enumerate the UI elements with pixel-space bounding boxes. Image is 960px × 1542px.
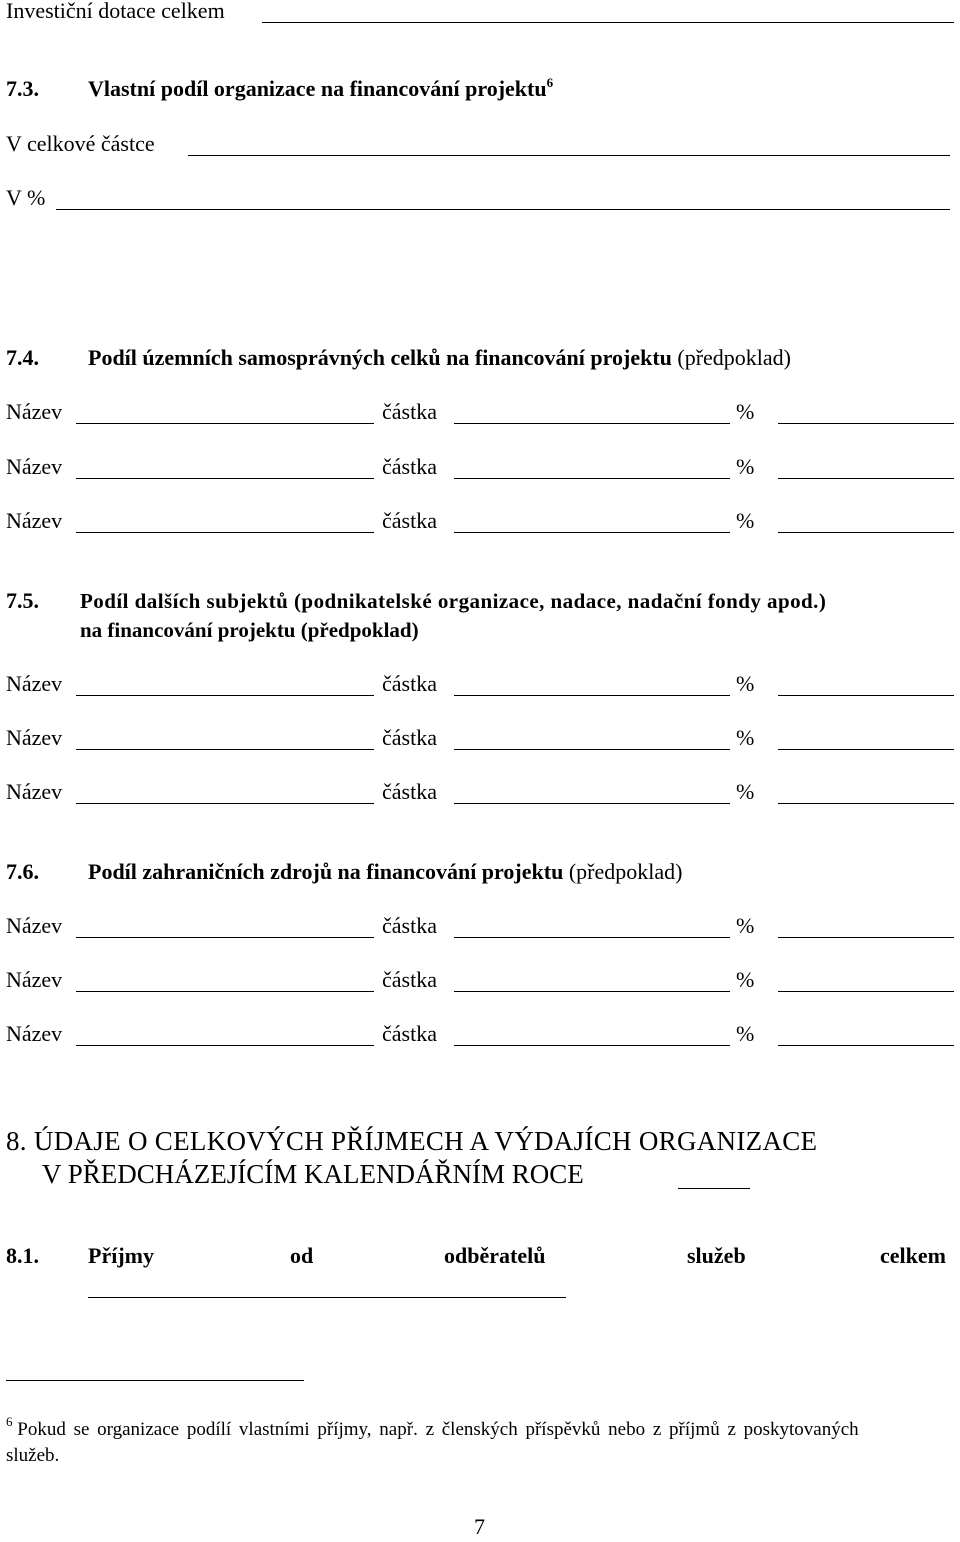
- section-8-title-line-1: 8. ÚDAJE O CELKOVÝCH PŘÍJMECH A VÝDAJÍCH ORGANIZACE: [6, 1126, 818, 1156]
- amount-label: částka: [382, 1021, 437, 1046]
- entry-row: [0, 911, 960, 941]
- name-label: Název: [6, 399, 63, 424]
- justified-word: celkem: [880, 1243, 946, 1268]
- entry-row: [0, 452, 960, 482]
- name-field[interactable]: [76, 695, 374, 696]
- section-title-bold: Podíl zahraničních zdrojů na financování projektu: [88, 859, 564, 884]
- name-field[interactable]: [76, 937, 374, 938]
- entry-row: [0, 397, 960, 427]
- percent-label: %: [736, 671, 755, 696]
- year-field[interactable]: [678, 1188, 750, 1189]
- name-field[interactable]: [76, 478, 374, 479]
- name-field[interactable]: [76, 991, 374, 992]
- section-title-line-1: Podíl dalších subjektů (podnikatelské organizace, nadace, nadační fondy apod.): [80, 589, 827, 613]
- entry-row: [0, 777, 960, 807]
- section-title-line-2: na financování projektu (předpoklad): [80, 618, 419, 642]
- section-title-bold: Podíl územních samosprávných celků na financování projektu: [88, 345, 672, 370]
- name-label: Název: [6, 725, 63, 750]
- section-number: 7.5.: [6, 588, 39, 613]
- percent-label: %: [736, 779, 755, 804]
- own-share-total-field[interactable]: [188, 155, 950, 156]
- entry-row: [0, 506, 960, 536]
- percent-field[interactable]: [778, 695, 954, 696]
- section-number: 8.1.: [6, 1243, 39, 1268]
- amount-label: částka: [382, 508, 437, 533]
- own-share-total-label: V celkové částce: [6, 131, 155, 156]
- section-7-5-heading-cont: [0, 615, 960, 645]
- section-8-heading-cont: [0, 1157, 960, 1191]
- amount-field[interactable]: [454, 695, 730, 696]
- section-title-suffix: (předpoklad): [563, 859, 683, 884]
- amount-field[interactable]: [454, 803, 730, 804]
- page-number: 7: [474, 1514, 485, 1539]
- footnote-line-2: služeb.: [6, 1445, 60, 1466]
- section-title-text: Vlastní podíl organizace na financování projektu: [88, 76, 547, 101]
- justified-word: od: [290, 1243, 314, 1268]
- page-number-row: [0, 1512, 960, 1542]
- own-share-percent-row: [0, 183, 960, 213]
- own-share-percent-label: V %: [6, 185, 46, 210]
- amount-label: částka: [382, 967, 437, 992]
- justified-word: odběratelů: [444, 1243, 546, 1268]
- amount-label: částka: [382, 913, 437, 938]
- total-investment-label: Investiční dotace celkem: [6, 0, 225, 23]
- amount-field[interactable]: [454, 1045, 730, 1046]
- footnote-line-1: Pokud se organizace podílí vlastními příjmy, např. z členských příspěvků nebo z příjmů z poskytovaných: [17, 1419, 859, 1440]
- amount-field[interactable]: [454, 478, 730, 479]
- amount-label: částka: [382, 454, 437, 479]
- percent-label: %: [736, 508, 755, 533]
- name-field[interactable]: [76, 749, 374, 750]
- total-investment-field[interactable]: [262, 22, 954, 23]
- entry-row: [0, 669, 960, 699]
- own-share-total-row: [0, 129, 960, 159]
- name-field[interactable]: [76, 423, 374, 424]
- percent-label: %: [736, 725, 755, 750]
- section-title: [88, 74, 553, 104]
- name-label: Název: [6, 1021, 63, 1046]
- percent-label: %: [736, 967, 755, 992]
- name-label: Název: [6, 671, 63, 696]
- section-7-3-heading: [0, 74, 960, 104]
- section-number: 7.3.: [6, 76, 39, 101]
- section-title: [88, 343, 791, 373]
- justified-word: služeb: [687, 1243, 746, 1268]
- percent-field[interactable]: [778, 423, 954, 424]
- name-label: Název: [6, 508, 63, 533]
- income-total-field[interactable]: [88, 1297, 566, 1298]
- name-field[interactable]: [76, 803, 374, 804]
- amount-label: částka: [382, 399, 437, 424]
- section-7-4-heading: [0, 343, 960, 373]
- name-field[interactable]: [76, 532, 374, 533]
- own-share-percent-field[interactable]: [56, 209, 950, 210]
- percent-field[interactable]: [778, 937, 954, 938]
- section-title-suffix: (předpoklad): [671, 345, 792, 370]
- footnote-separator: [6, 1380, 304, 1381]
- section-8-title-line-2: V PŘEDCHÁZEJÍCÍM KALENDÁŘNÍM ROCE: [42, 1159, 584, 1189]
- percent-label: %: [736, 913, 755, 938]
- name-label: Název: [6, 913, 63, 938]
- percent-label: %: [736, 1021, 755, 1046]
- entry-row: [0, 965, 960, 995]
- section-7-5-heading: [0, 586, 960, 616]
- percent-field[interactable]: [778, 749, 954, 750]
- total-investment-row: [0, 0, 960, 26]
- percent-label: %: [736, 454, 755, 479]
- percent-field[interactable]: [778, 532, 954, 533]
- section-title: [88, 857, 682, 887]
- amount-label: částka: [382, 671, 437, 696]
- name-field[interactable]: [76, 1045, 374, 1046]
- amount-field[interactable]: [454, 749, 730, 750]
- footnote-mark: 6: [6, 1414, 13, 1429]
- section-8-heading: [0, 1124, 960, 1158]
- footnote-reference: 6: [546, 75, 554, 90]
- percent-field[interactable]: [778, 991, 954, 992]
- section-number: 7.6.: [6, 859, 39, 884]
- percent-field[interactable]: [778, 1045, 954, 1046]
- amount-field[interactable]: [454, 532, 730, 533]
- section-7-6-heading: [0, 857, 960, 887]
- section-8-1-heading: [0, 1241, 960, 1271]
- percent-field[interactable]: [778, 478, 954, 479]
- percent-field[interactable]: [778, 803, 954, 804]
- amount-label: částka: [382, 725, 437, 750]
- percent-label: %: [736, 399, 755, 424]
- name-label: Název: [6, 779, 63, 804]
- amount-label: částka: [382, 779, 437, 804]
- entry-row: [0, 723, 960, 753]
- justified-word: Příjmy: [88, 1243, 154, 1268]
- name-label: Název: [6, 967, 63, 992]
- section-number: 7.4.: [6, 345, 39, 370]
- entry-row: [0, 1019, 960, 1049]
- footnote-cont: [0, 1441, 960, 1471]
- amount-field[interactable]: [454, 937, 730, 938]
- amount-field[interactable]: [454, 991, 730, 992]
- name-label: Název: [6, 454, 63, 479]
- amount-field[interactable]: [454, 423, 730, 424]
